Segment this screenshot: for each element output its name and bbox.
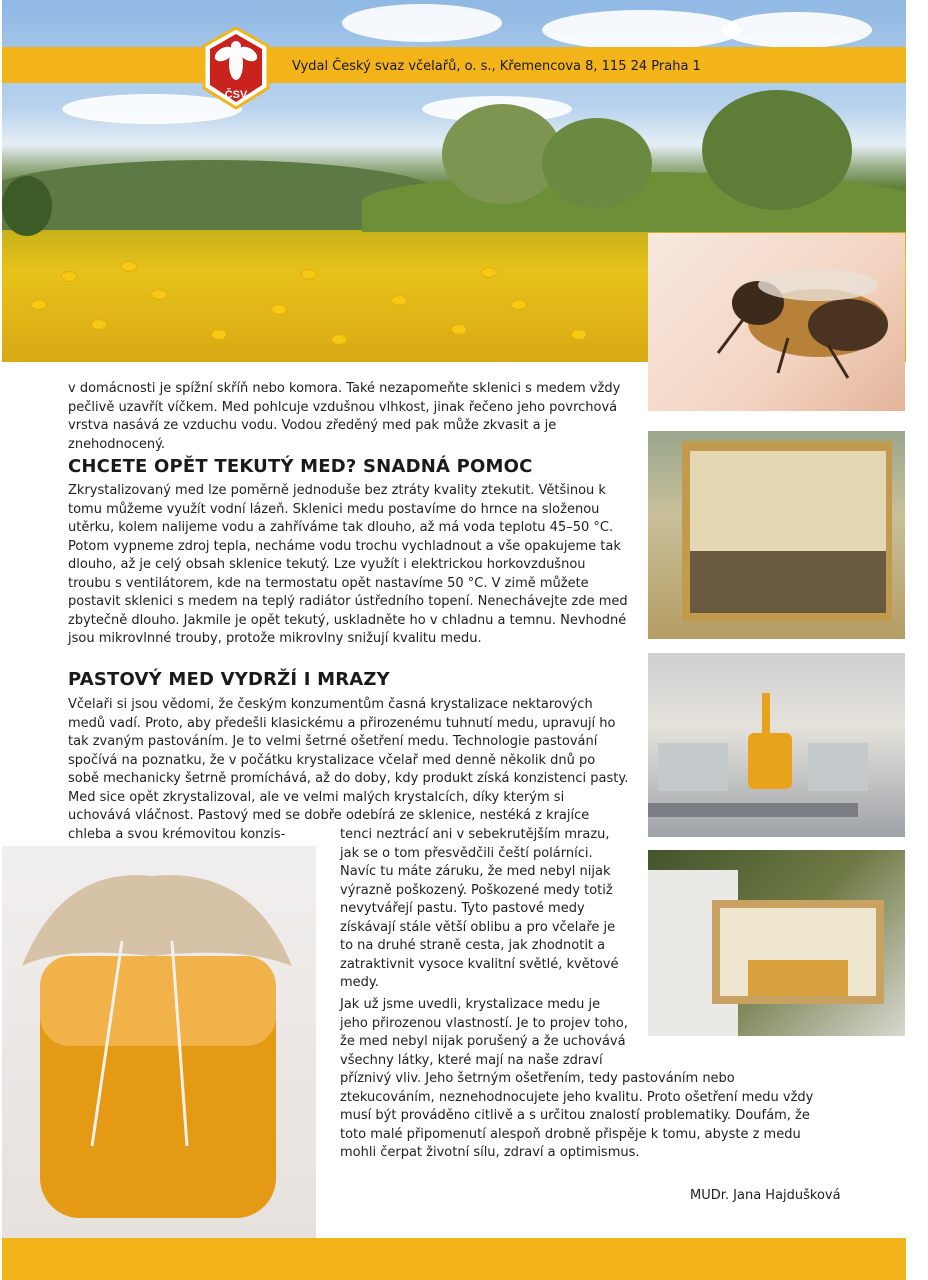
author-signature: MUDr. Jana Hajdušková [690, 1188, 841, 1203]
dandelion [272, 305, 286, 314]
cloud [342, 4, 502, 42]
honey-pouring-photo [648, 653, 905, 837]
svg-text:ČSV: ČSV [224, 89, 248, 101]
tree [542, 118, 652, 208]
dandelion [122, 262, 136, 271]
dandelion [392, 296, 406, 305]
dandelion [482, 268, 496, 277]
dandelion [332, 335, 346, 344]
csv-logo [200, 26, 272, 112]
dandelion [452, 325, 466, 334]
cloud [542, 10, 742, 50]
publisher-line: Vydal Český svaz včelařů, o. s., Křemencova 8, 115 24 Praha 1 [292, 59, 701, 74]
section1-paragraph: Zkrystalizovaný med lze poměrně jednoduše bez ztráty kvality ztekutit. Většinou k tomu můžeme využít vodní lázeň. Sklenici medu postavíme do hrnce na složenou utěrku, kolem nalijeme vodu a zahříváme tak dlouho, až má voda teplotu 45–50 °C. Potom vypneme zdroj tepla, necháme vodu trochu vychladnout a vše opakujeme tak dlouho, až je celý obsah sklenice tekutý. Lze využít i elektrickou horkovzdušnou troubu s ventilátorem, kde na termostatu opět nastavíme 50 °C. V zimě můžete postavit sklenici s medem na teplý radiátor ústředního topení. Nenechávejte zde med zbytečně dlouho. Jakmile je opět tekutý, uskladněte ho v chladnu a temnu. Nevhodné jsou mikrovlnné trouby, protože mikrovlny snižují kvalitu medu. [68, 483, 628, 646]
section2-heading: PASTOVÝ MED VYDRŽÍ I MRAZY [68, 669, 390, 690]
intro-paragraph: v domácnosti je spížní skříň nebo komora. Také nezapomeňte sklenici s medem vždy pečlivě uzavřít víčkem. Med pohlcuje vzdušnou vlhkost, jinak řečeno jeho povrchová vrstva nasává ze vzduchu vodu. Vodou zředěný med pak může zkvasit a je znehodnocený. [68, 381, 621, 452]
tree [2, 176, 52, 236]
bee-photo [648, 233, 905, 411]
section1-heading: CHCETE OPĚT TEKUTÝ MED? SNADNÁ POMOC [68, 456, 533, 477]
closing-paragraph: Jak už jsme uvedli, krystalizace medu je jeho přirozenou vlastností. Je to projev toho, že med nebyl nijak porušený a že uchovává všechny látky, které mají na naše zdraví [340, 997, 628, 1068]
dandelion [512, 300, 526, 309]
dandelion [32, 300, 46, 309]
dandelion [572, 330, 586, 339]
cloud [722, 12, 872, 48]
dandelion [62, 272, 76, 281]
beekeeper-frame-photo [648, 850, 905, 1036]
footer-bar [2, 1238, 906, 1280]
honey-jar-photo [2, 846, 316, 1238]
dandelion [302, 270, 316, 279]
section2-paragraph: Včelaři si jsou vědomi, že českým konzumentům časná krystalizace nektarových medů vadí. Proto, aby předešli klasickému a přirozenému tuhnutí medu, upravují ho tak zvaným pastováním. Je to velmi šetrné ošetření medu. Technologie pastování spočívá na poznatku, že v počátku krystalizace včelař med denně několik dnů po sobě mechanicky šetrně promíchává, až do doby, kdy produkt získá konzistenci pasty. Med sice opět zkrystalizoval, ale ve velmi malých krystalcích, díky kterým si uchovává vláčnost. Pastový med se dobře odebírá ze sklenice, nestéká z krajíce chleba a svou krémovitou konzis- [68, 697, 629, 842]
tree [702, 90, 852, 210]
dandelion [92, 320, 106, 329]
dandelion [212, 330, 226, 339]
dandelion [152, 290, 166, 299]
closing-paragraph-continued: příznivý vliv. Jeho šetrným ošetřením, tedy pastováním nebo ztekucováním, neznehodnocujete jeho kvalitu. Proto ošetření medu vždy musí být prováděno citlivě a s určitou znalostí problematiky. Doufám, že toto malé připomenutí alespoň drobně přispěje k tomu, abyste z medu mohli čerpat životní sílu, zdraví a optimismus. [340, 1071, 814, 1160]
honeycomb-frame-photo [648, 431, 905, 639]
section2-paragraph-continued: tenci neztrácí ani v sebekrutějším mrazu, jak se o tom přesvědčili čeští polárníci. Navíc tu máte záruku, že med nebyl nijak výrazně poškozený. Poškozené medy totiž nevytvářejí pastu. Tyto pastové medy získávají stále větší oblibu a pro včelaře je to na druhé straně cesta, jak zhodnotit a zatraktivnit vysoce kvalitní světlé, květové medy. [340, 827, 619, 990]
